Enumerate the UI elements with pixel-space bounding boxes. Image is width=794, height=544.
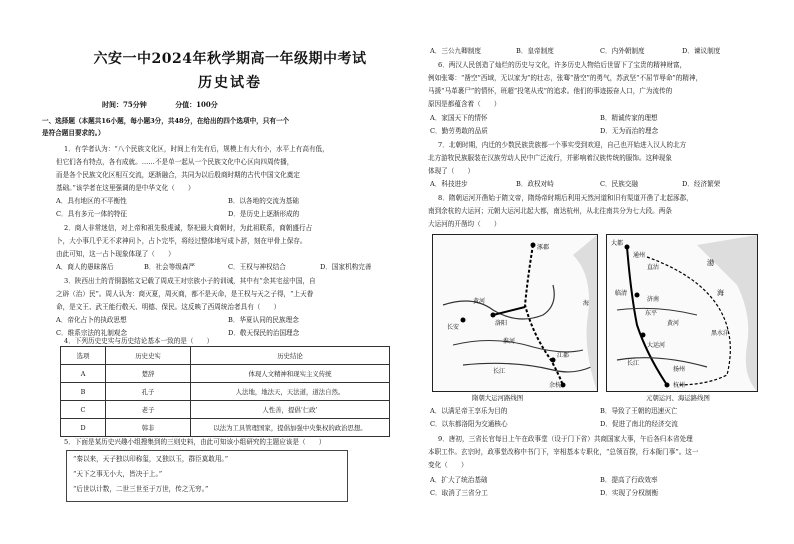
map-label: 济南 bbox=[647, 296, 660, 303]
table-cell: 老子 bbox=[106, 401, 191, 419]
q1-option-b: B．以各地的交流为基础 bbox=[228, 197, 299, 205]
q6-option-c: C．勤劳勇敢的品质 bbox=[430, 127, 488, 135]
q1-line: 基础。”该学者在这里强调的是中华文化（ ） bbox=[56, 184, 195, 192]
q4-line: 4．下列历史史实与历史结论基本一致的是（ ） bbox=[64, 337, 214, 345]
q9-line: 9．唐初，三省长官每日上午在政事堂（设于门下省）共商国家大事，午后各归本省处理 bbox=[438, 435, 693, 443]
city-marker bbox=[665, 383, 670, 388]
exam-meta bbox=[102, 100, 362, 110]
sea-area bbox=[697, 235, 757, 391]
q3-option-a: A．帝化占卜的执政思想 bbox=[56, 316, 127, 324]
q9-line: 变化（ ） bbox=[428, 461, 468, 469]
q2-option-b: B．社会等级森严 bbox=[144, 263, 196, 271]
q8-line: 8．隋朝运河开凿始于隋文帝，隋炀帝时期后利用天然河道和旧有渠道开凿了北起涿郡， bbox=[438, 194, 693, 202]
q8-line: 大运河的开凿均（ ） bbox=[428, 220, 501, 228]
map-label: 大都 bbox=[611, 240, 624, 247]
q4-table bbox=[60, 346, 390, 437]
table-cell: 楚辞 bbox=[106, 365, 191, 383]
map-label: 大运河 bbox=[647, 342, 666, 349]
map-label: 海 bbox=[717, 289, 724, 297]
city-marker bbox=[551, 358, 556, 363]
q9-option-a: A．扩大了统治基础 bbox=[430, 476, 488, 484]
q3-option-b: B．华夏认同的民族理念 bbox=[228, 316, 299, 324]
q9-line: 本职工作。玄宗时，政事堂改称中书门下，宰相基本专职化，“总领百揆，行本衙门事”。这一 bbox=[428, 448, 699, 456]
table-cell: C bbox=[61, 401, 106, 419]
q9-option-d: D．实现了分权制衡 bbox=[600, 489, 659, 497]
city-marker bbox=[625, 245, 630, 250]
section-heading: 一、选择题（本题共16小题，每小题3分，共48分，在给出的四个选项中，只有一个 bbox=[42, 117, 290, 125]
q2-line: 由此可知，这一占卜现象体现了（ ） bbox=[56, 250, 175, 258]
q5-option-d: D．谏议制度 bbox=[682, 47, 721, 55]
q8-option-a: A．以满足帝王享乐为目的 bbox=[430, 407, 508, 415]
sea-route bbox=[647, 257, 730, 385]
river-line bbox=[463, 363, 591, 372]
q8-option-c: C．以东都洛阳为交通核心 bbox=[430, 420, 508, 428]
q7-option-b: B．政权对峙 bbox=[516, 180, 554, 188]
q4-table-header bbox=[61, 347, 390, 365]
exam-title: 六安一中2024年秋学期高一年级期中考试 bbox=[93, 51, 367, 67]
map-label: 长安 bbox=[447, 324, 460, 331]
q5-quote: “后世以计数，二世三世至于万世，传之无穷。” bbox=[73, 485, 209, 493]
map-label: 淮河 bbox=[503, 338, 516, 345]
q3-option-d: D．敬天保民的治国理念 bbox=[228, 329, 300, 337]
map-label: 通州 bbox=[633, 252, 646, 259]
q9-option-b: B．提高了行政效率 bbox=[600, 476, 658, 484]
q6-option-b: B．精诚传家的理想 bbox=[600, 114, 658, 122]
q1-option-a: A．具有地区的不平衡性 bbox=[56, 197, 127, 205]
q7-option-d: D．经济繁荣 bbox=[682, 180, 721, 188]
q5-option-b: B．皇帝制度 bbox=[516, 47, 554, 55]
time-label: 时间：75分钟 bbox=[102, 100, 147, 109]
q6-line: 6．两汉人民创造了灿烂的历史与文化，许多历史人物给后世留下了宝贵的精神财富， bbox=[438, 61, 687, 69]
map-label: 长江 bbox=[493, 368, 506, 375]
q1-option-c: C．具有多元一体的特征 bbox=[56, 210, 127, 218]
table-row bbox=[61, 383, 390, 401]
yuan-canal-map-svg bbox=[607, 235, 757, 391]
q2-line: 卜，大小事几乎无不求神问卜，占卜完毕，将经过整体地写成卜辞，刻在甲骨上保存。 bbox=[56, 237, 307, 245]
q3-line: 之辟（治）民”。周人认为：商灭夏，周灭商，都不是天命，是王权与天之子得，“上天眷 bbox=[56, 290, 314, 298]
q4-header-cell: 选项 bbox=[61, 347, 106, 365]
exam-subtitle: 历史试卷 bbox=[198, 75, 262, 91]
table-cell: 以法为工具管理国家，提倡加强中央集权的政治思想。 bbox=[191, 419, 390, 437]
table-cell: D bbox=[61, 419, 106, 437]
q3-option-c: C．维系宗法的礼制观念 bbox=[56, 329, 127, 337]
map-label: 洛阳 bbox=[495, 320, 508, 327]
map-label: 杭州 bbox=[673, 382, 686, 389]
q8-option-d: D．促进了南北的经济交流 bbox=[600, 420, 678, 428]
q5-quote-box bbox=[66, 450, 348, 502]
city-marker bbox=[641, 333, 646, 338]
q7-line: 体现了（ ） bbox=[428, 167, 475, 175]
q5-option-c: C．内外朝制度 bbox=[600, 47, 645, 55]
q4-header-cell: 历史史实 bbox=[106, 347, 191, 365]
city-marker bbox=[531, 243, 536, 248]
q3-line: 命，是文王、武王能行敬天、明德、保民。这反映了西周统治者具有（ ） bbox=[56, 303, 281, 311]
q6-line: 马援“马革裹尸”的情怀，班超“投笔从戎”的追求。他们的事迹振奋人口，广为流传的 bbox=[428, 87, 673, 95]
city-marker bbox=[491, 313, 496, 318]
map2-caption: 元朝运河、海运路线图 bbox=[646, 394, 710, 402]
city-marker bbox=[561, 383, 566, 388]
map-label: 黄河 bbox=[473, 298, 486, 305]
map-label: 黄河 bbox=[667, 320, 680, 327]
q7-option-c: C．民族交融 bbox=[600, 180, 639, 188]
table-row bbox=[61, 365, 390, 383]
map-label: 涿郡 bbox=[537, 244, 550, 251]
table-cell: 体现人文精神和现实主义传统 bbox=[191, 365, 390, 383]
table-cell: 韩非 bbox=[106, 419, 191, 437]
canal-route bbox=[493, 307, 525, 315]
map-label: 余杭 bbox=[549, 382, 562, 389]
yuan-canal-map bbox=[606, 234, 758, 392]
q7-option-a: A．科技进步 bbox=[430, 180, 468, 188]
q6-line: 例如张骞：“凿空”西域，无以家为”的壮志，张骞“凿空”的勇气，苏武坚“不屈节辱命”的精神， bbox=[428, 74, 703, 82]
map-label: 黑水洋 bbox=[711, 330, 730, 337]
q6-line: 原因是都蕴含着（ ） bbox=[428, 100, 501, 108]
table-row bbox=[61, 401, 390, 419]
q5-option-a: A．三公九卿制度 bbox=[430, 47, 481, 55]
sui-canal-map bbox=[432, 234, 598, 392]
map-label: 长江 bbox=[627, 360, 640, 367]
q7-line: 7．北朝时期，内迁的少数民族贵族都一个事实受到欢迎，自己也开始进入汉人的北方 bbox=[438, 141, 687, 149]
q5-quote: “秦以来，天子独以印称玺，又独以玉，群臣莫敢用。” bbox=[73, 455, 229, 463]
q6-option-d: D．无为而治的理念 bbox=[600, 127, 659, 135]
map-label: 直沽 bbox=[647, 264, 660, 271]
river-line bbox=[453, 340, 583, 351]
q1-line: 1．有学者认为：“八个民族文化区，时间上有先有后，规模上有大有小，水平上有高有低， bbox=[64, 145, 329, 153]
q9-option-c: C．取消了三省分工 bbox=[430, 489, 488, 497]
sea-area bbox=[573, 235, 597, 391]
table-cell: 人性善，提倡‘仁政’ bbox=[191, 401, 390, 419]
q2-line: 2．商人非常迷信，对上帝和祖先极虔诚，祭祀最大商朝时，为此祖联系，商朝盛行占 bbox=[64, 224, 313, 232]
table-row bbox=[61, 419, 390, 437]
q1-line: 而是各个民族文化区相互交流，逐渐融合，共同为以后殷商时期的古代中国文化奠定 bbox=[56, 171, 300, 179]
map-label: 海 bbox=[583, 300, 590, 307]
map-label: 扬州 bbox=[673, 366, 686, 373]
map1-caption: 隋朝大运河路线图 bbox=[472, 394, 524, 402]
q1-option-d: D．是历史上逐渐形成的 bbox=[228, 210, 300, 218]
score-label: 分值：100分 bbox=[175, 100, 218, 109]
q5-line: 5．下面是某历史兴趣小组搜集到的三则史料，由此可知该小组研究的主题应该是（ ） bbox=[64, 438, 326, 446]
map-label: 东平 bbox=[645, 310, 658, 317]
q2-option-d: D．国家机构完善 bbox=[320, 263, 372, 271]
table-cell: A bbox=[61, 365, 106, 383]
map-label: 江都 bbox=[557, 352, 570, 359]
table-cell: B bbox=[61, 383, 106, 401]
city-marker bbox=[635, 293, 640, 298]
q3-line: 3．陕西出土的青铜器铭文记载了周成王对宗族小子的训诫，其中有“余其宅兹中国，自 bbox=[64, 277, 316, 285]
q2-option-c: C．王权与神权结合 bbox=[228, 263, 286, 271]
q4-header-cell: 历史结论 bbox=[191, 347, 390, 365]
q7-line: 北方游牧民族服装在汉族劳动人民中广泛流行，并影响着汉族传统的服饰。这种现象 bbox=[428, 154, 672, 162]
q8-line: 南到余杭的大运河；元朝大运河北起大都，南达杭州，从北往南共分为七大段。两条 bbox=[428, 207, 672, 215]
table-cell: 孔子 bbox=[106, 383, 191, 401]
q8-option-b: B．导致了王朝的迅速灭亡 bbox=[600, 407, 678, 415]
q2-option-a: A．商人的愚昧落后 bbox=[56, 263, 114, 271]
table-cell: 人法地，地法天，天法道，道法自然。 bbox=[191, 383, 390, 401]
q1-line: 但它们各有特点，各有成就。……不是单一起从一个民族文化中心区向四周传播， bbox=[56, 158, 294, 166]
q6-option-a: A．家国天下的情怀 bbox=[430, 114, 488, 122]
map-label: 临清 bbox=[615, 290, 628, 297]
map-label: 渤 bbox=[707, 259, 714, 267]
sui-canal-map-svg bbox=[433, 235, 597, 391]
q5-quote: “天下之事无小大，皆决于上。” bbox=[73, 470, 163, 478]
section-heading-2: 是符合题目要求的。） bbox=[42, 129, 105, 137]
city-marker bbox=[461, 318, 466, 323]
